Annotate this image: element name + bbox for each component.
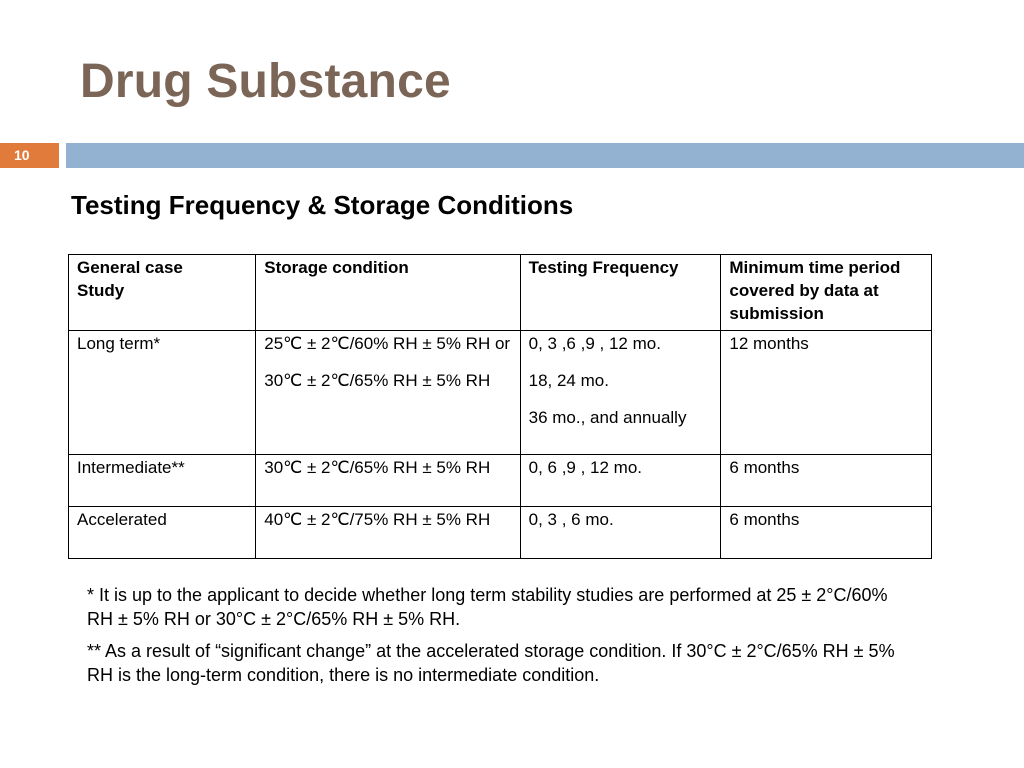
cell-minimum: 6 months [721, 507, 932, 559]
cell-frequency: 0, 6 ,9 , 12 mo. [520, 455, 721, 507]
cell-study: Accelerated [69, 507, 256, 559]
header-text: Storage condition [264, 258, 409, 277]
header-text: covered by data at [729, 281, 879, 300]
header-general-case-study [69, 255, 256, 331]
cell-line: 30℃ ± 2℃/65% RH ± 5% RH [264, 371, 491, 390]
cell-line: 0, 3 ,6 ,9 , 12 mo. [528, 334, 661, 353]
header-testing-frequency [520, 255, 721, 331]
table-row [69, 331, 932, 455]
cell-minimum: 12 months [721, 331, 932, 455]
stability-table [68, 254, 932, 559]
header-text: submission [729, 304, 824, 323]
table-row [69, 507, 932, 559]
header-rule-bar [66, 143, 1024, 168]
header-minimum-time-period [721, 255, 932, 331]
page-number: 10 [0, 143, 59, 168]
cell-minimum: 6 months [721, 455, 932, 507]
cell-storage: 30℃ ± 2℃/65% RH ± 5% RH [256, 455, 520, 507]
cell-study: Intermediate** [69, 455, 256, 507]
cell-study: Long term* [69, 331, 256, 455]
header-storage-condition [256, 255, 520, 331]
slide-title: Drug Substance [80, 55, 451, 108]
cell-storage: 40℃ ± 2℃/75% RH ± 5% RH [256, 507, 520, 559]
slide-subtitle: Testing Frequency & Storage Conditions [71, 190, 574, 220]
header-text: Study [77, 281, 125, 300]
cell-frequency [520, 331, 721, 455]
table-header-row [69, 255, 932, 331]
header-text: Testing Frequency [528, 258, 679, 277]
header-text: Minimum time period [729, 258, 901, 277]
footnote-long-term: * It is up to the applicant to decide whether long term stability studies are performed at 25 ± 2°C/60% RH ± 5% RH or 30°C ± 2°C/65% RH ± 5% RH. [87, 585, 888, 629]
footnote-intermediate: ** As a result of “significant change” at the accelerated storage condition. If 30°C ± 2°C/65% RH ± 5% RH is the long-term condition, there is no intermediate condition. [87, 641, 895, 685]
header-text: General case [77, 258, 183, 277]
cell-frequency: 0, 3 , 6 mo. [520, 507, 721, 559]
cell-line: 25℃ ± 2℃/60% RH ± 5% RH or [264, 334, 511, 353]
table-row [69, 455, 932, 507]
cell-line: 18, 24 mo. [528, 371, 609, 390]
cell-line: 36 mo., and annually [528, 408, 687, 427]
cell-storage [256, 331, 520, 455]
